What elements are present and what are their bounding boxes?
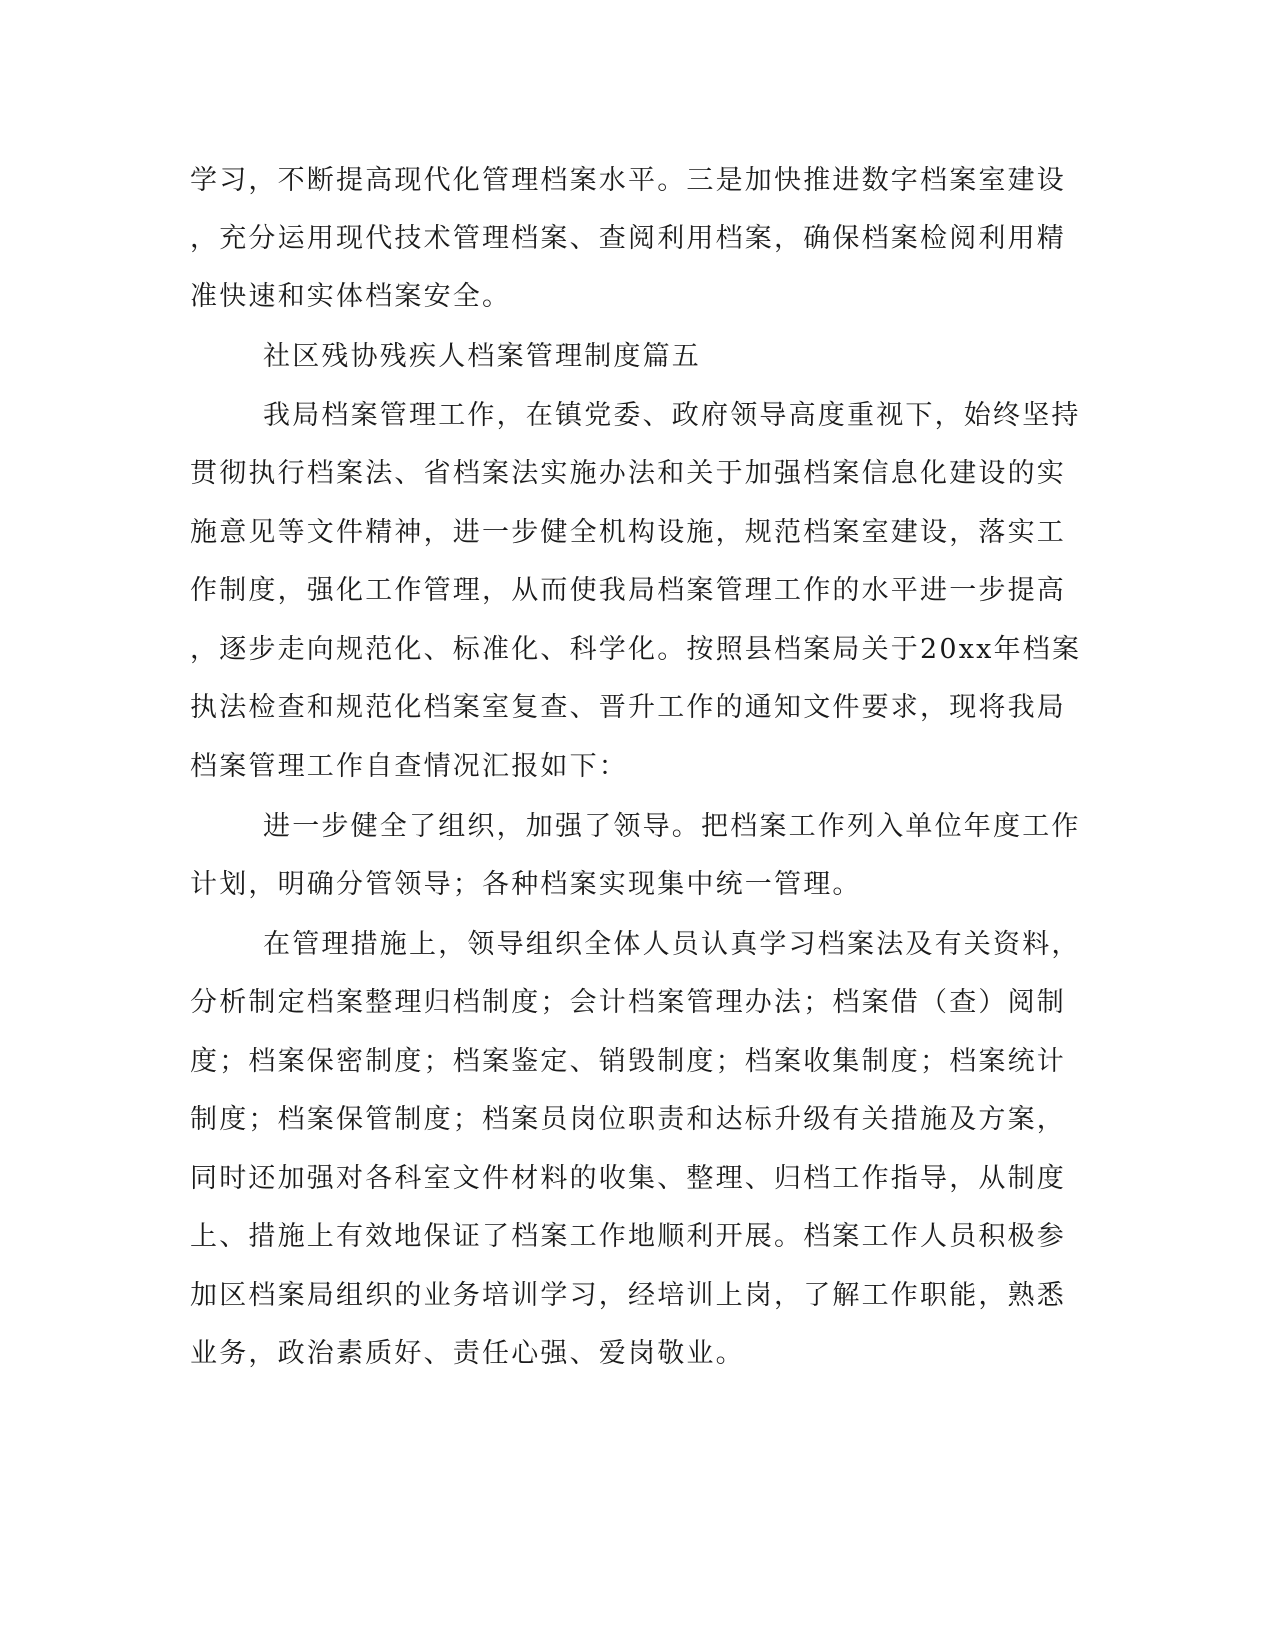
text-line: 度；档案保密制度；档案鉴定、销毁制度；档案收集制度；档案统计 [190, 1046, 1066, 1077]
text-line: 同时还加强对各科室文件材料的收集、整理、归档工作指导，从制度 [190, 1163, 1066, 1194]
text-line: ，充分运用现代技术管理档案、查阅利用档案，确保档案检阅利用精 [190, 223, 1066, 254]
text-line: 学习，不断提高现代化管理档案水平。三是加快推进数字档案室建设 [190, 165, 1066, 196]
text-line: 施意见等文件精神，进一步健全机构设施，规范档案室建设，落实工 [190, 517, 1066, 548]
section-heading: 社区残协残疾人档案管理制度篇五 [263, 341, 701, 372]
text-line: 在管理措施上，领导组织全体人员认真学习档案法及有关资料， [263, 929, 1081, 960]
text-line: 计划，明确分管领导；各种档案实现集中统一管理。 [190, 869, 862, 900]
text-line: 准快速和实体档案安全。 [190, 281, 512, 312]
text-line: 我局档案管理工作，在镇党委、政府领导高度重视下，始终坚持 [263, 400, 1081, 431]
text-line: 分析制定档案整理归档制度；会计档案管理办法；档案借（查）阅制 [190, 987, 1066, 1018]
text-line: 上、措施上有效地保证了档案工作地顺利开展。档案工作人员积极参 [190, 1221, 1066, 1252]
text-line: 作制度，强化工作管理，从而使我局档案管理工作的水平进一步提高 [190, 575, 1066, 606]
text-line: 加区档案局组织的业务培训学习，经培训上岗，了解工作职能，熟悉 [190, 1280, 1066, 1311]
text-line: 档案管理工作自查情况汇报如下： [190, 751, 628, 782]
text-line: 执法检查和规范化档案室复查、晋升工作的通知文件要求，现将我局 [190, 692, 1066, 723]
text-line: 业务，政治素质好、责任心强、爱岗敬业。 [190, 1338, 745, 1369]
text-line: 制度；档案保管制度；档案员岗位职责和达标升级有关措施及方案， [190, 1104, 1066, 1135]
text-line: 进一步健全了组织，加强了领导。把档案工作列入单位年度工作 [263, 811, 1081, 842]
text-line: 贯彻执行档案法、省档案法实施办法和关于加强档案信息化建设的实 [190, 458, 1066, 489]
text-line: ，逐步走向规范化、标准化、科学化。按照县档案局关于20xx年档案 [190, 634, 1082, 665]
